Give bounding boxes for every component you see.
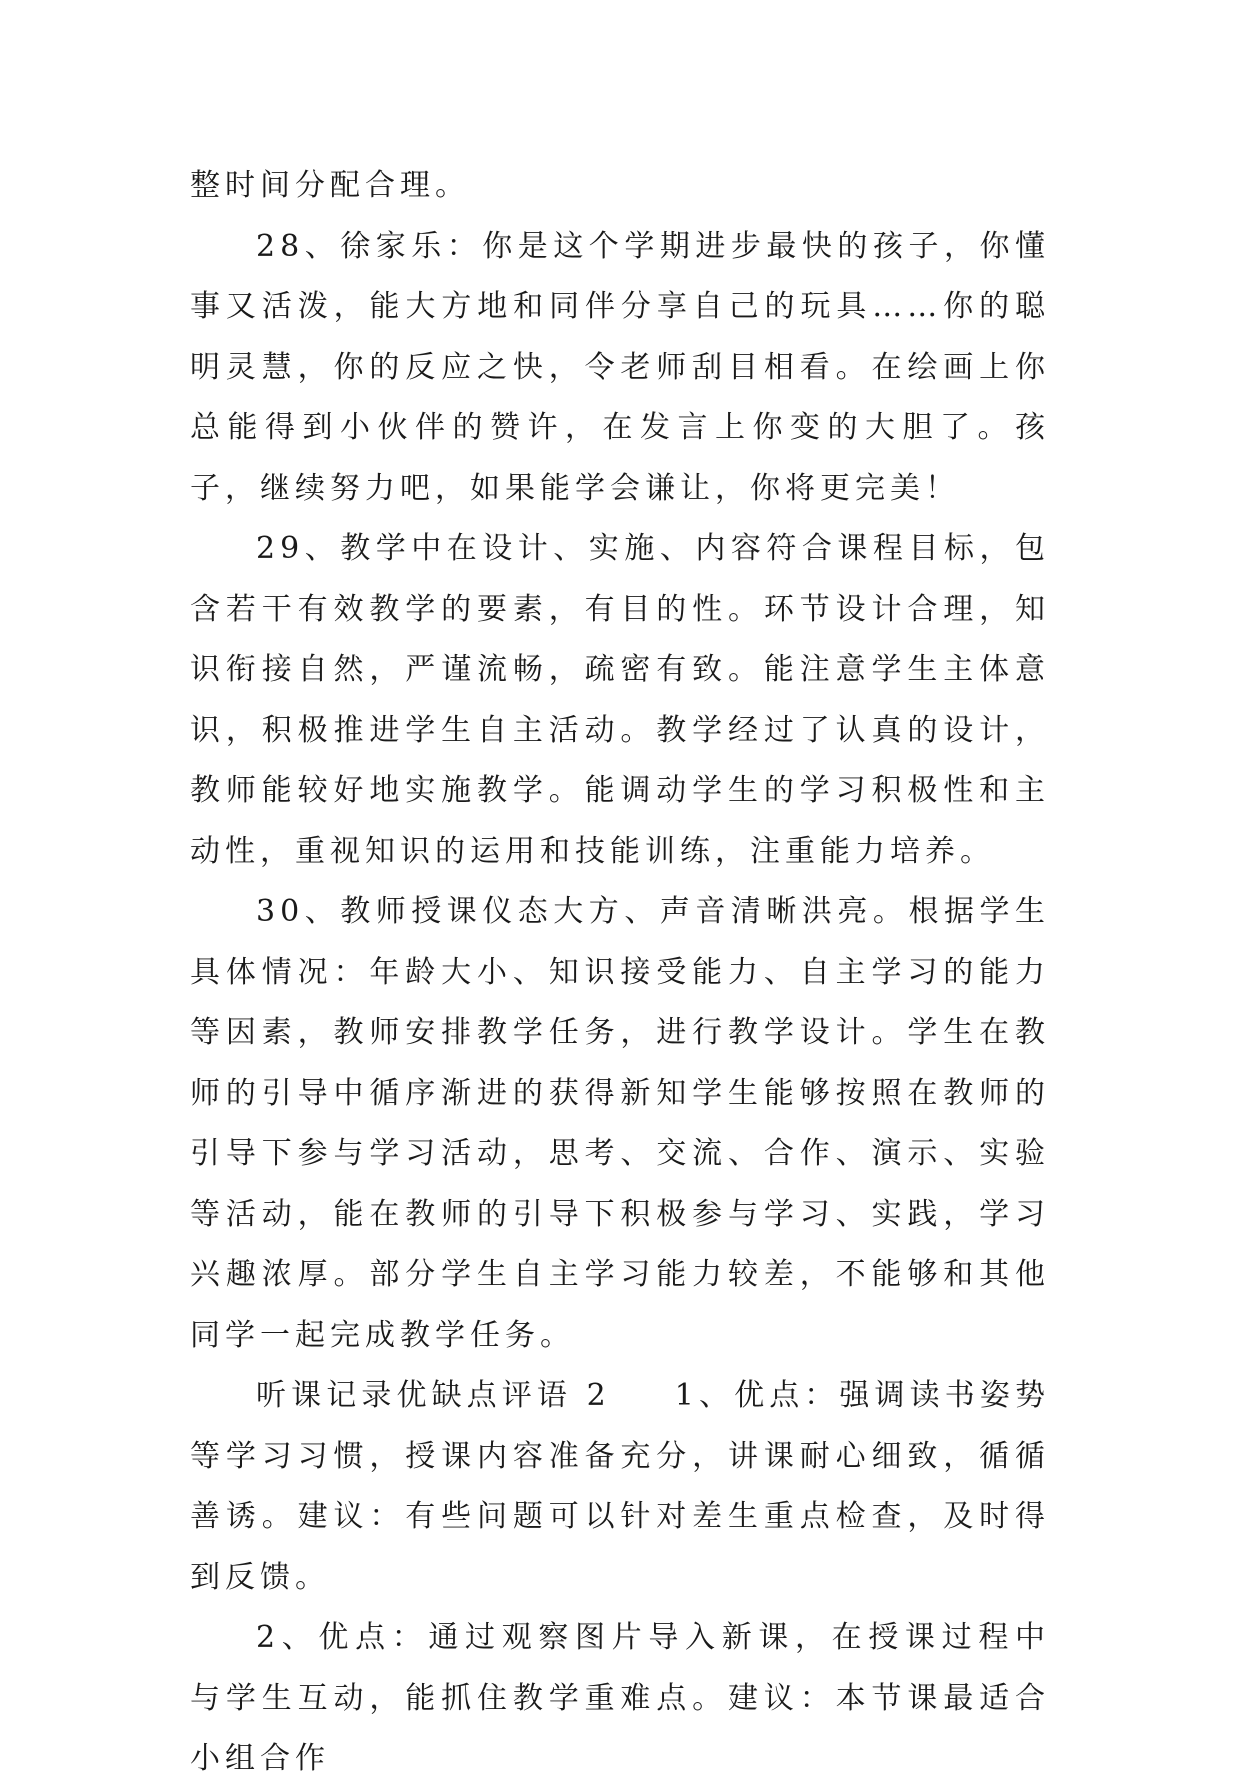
section-heading: 听课记录优缺点评语 2: [256, 1378, 611, 1413]
paragraph-continuation: 整时间分配合理。: [190, 168, 470, 203]
section-first-item: 1、优点：强调读书姿势等学习习惯，授课内容准备充分，讲课耐心细致，循循善诱。建议：有些问题可以针对差生重点检查，及时得到反馈。: [190, 1378, 1050, 1595]
paragraph-item-2: 2、优点：通过观察图片导入新课，在授课过程中与学生互动，能抓住教学重难点。建议：本节课最适合小组合作: [190, 1620, 1050, 1776]
paragraph-section-2: [190, 1366, 1050, 1608]
paragraph-comment-30: 30、教师授课仪态大方、声音清晰洪亮。根据学生具体情况：年龄大小、知识接受能力、自主学习的能力等因素，教师安排教学任务，进行教学设计。学生在教师的引导中循序渐进的获得新知学生能够按照在教师的引导下参与学习活动，思考、交流、合作、演示、实验等活动，能在教师的引导下积极参与学习、实践，学习兴趣浓厚。部分学生自主学习能力较差，不能够和其他同学一起完成教学任务。: [190, 894, 1050, 1353]
paragraph-comment-28: 28、徐家乐：你是这个学期进步最快的孩子，你懂事又活泼，能大方地和同伴分享自己的玩具……你的聪明灵慧，你的反应之快，令老师刮目相看。在绘画上你总能得到小伙伴的赞许，在发言上你变的大胆了。孩子，继续努力吧，如果能学会谦让，你将更完美！: [190, 228, 1050, 506]
paragraph-comment-29: 29、教学中在设计、实施、内容符合课程目标，包含若干有效教学的要素，有目的性。环节设计合理，知识衔接自然，严谨流畅，疏密有致。能注意学生主体意识，积极推进学生自主活动。教学经过了认真的设计，教师能较好地实施教学。能调动学生的学习积极性和主动性，重视知识的运用和技能训练，注重能力培养。: [190, 531, 1050, 869]
document-body: [190, 156, 1050, 1790]
